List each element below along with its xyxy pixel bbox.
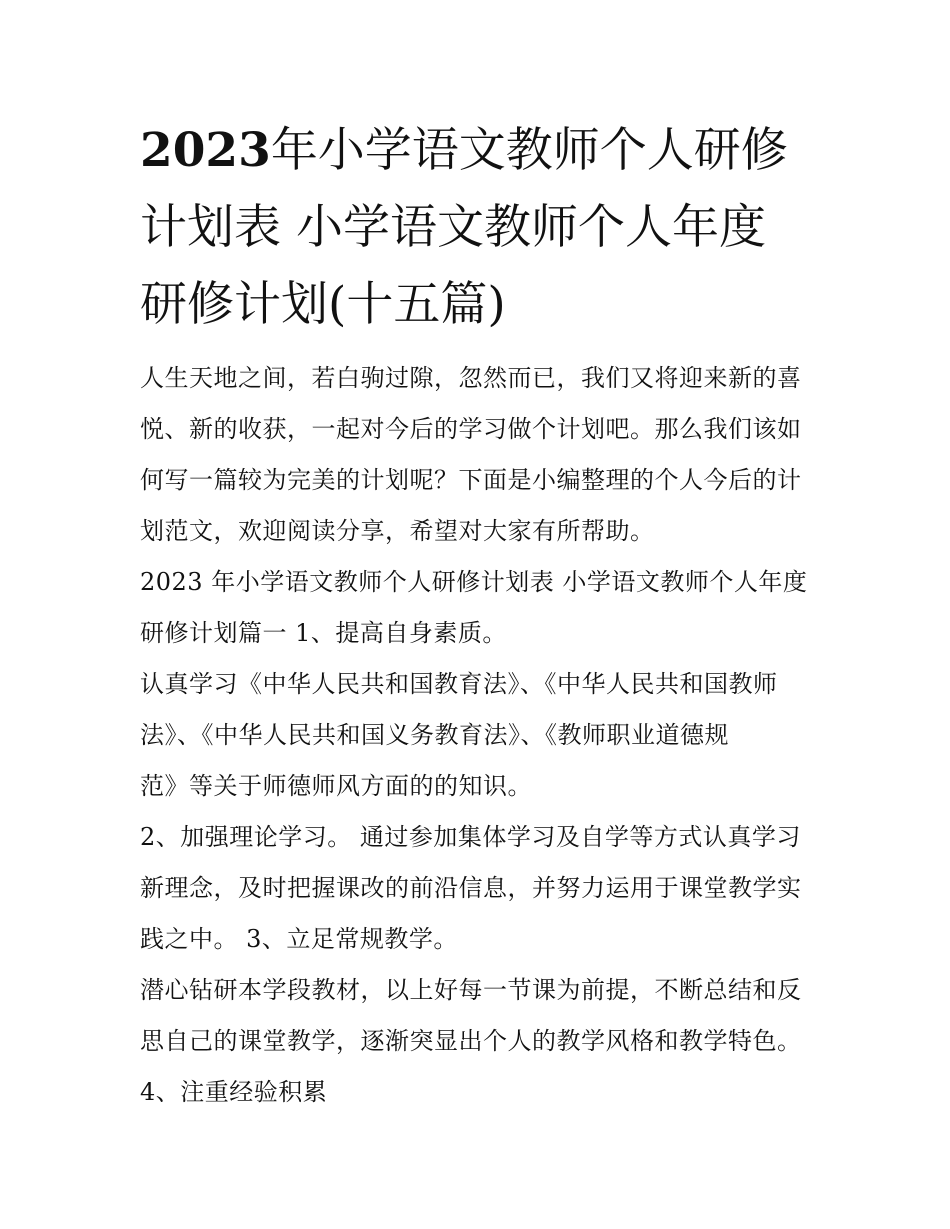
paragraph-line: 法》、《中华人民共和国义务教育法》、《教师职业道德规: [140, 721, 729, 749]
paragraph-section-heading: [140, 557, 820, 659]
paragraph-line: 新理念，及时把握课改的前沿信息，并努力运用于课堂教学实: [140, 874, 802, 902]
document-title: [140, 112, 820, 343]
paragraph-line: 研修计划篇一 1、提高自身素质。: [140, 619, 507, 647]
paragraph-line: 2023 年小学语文教师个人研修计划表 小学语文教师个人年度: [140, 568, 808, 596]
document-content: [140, 112, 820, 1118]
paragraph-textbook-study: [140, 965, 820, 1067]
title-year: 2023: [140, 123, 271, 178]
title-line-1-rest: 年小学语文教师个人研修: [270, 123, 788, 178]
paragraph-line: 人生天地之间，若白驹过隙，忽然而已，我们又将迎来新的喜: [140, 364, 802, 392]
paragraph-line: 践之中。 3、立足常规教学。: [140, 925, 458, 953]
paragraph-line: 思自己的课堂教学，逐渐突显出个人的教学风格和教学特色。: [140, 1027, 802, 1055]
paragraph-line: 潜心钻研本学段教材，以上好每一节课为前提，不断总结和反: [140, 976, 802, 1004]
paragraph-line: 4、注重经验积累: [140, 1078, 328, 1106]
title-line-2: 计划表 小学语文教师个人年度: [140, 200, 766, 255]
paragraph-line: 认真学习《中华人民共和国教育法》、《中华人民共和国教师: [140, 670, 778, 698]
paragraph-line: 悦、新的收获，一起对今后的学习做个计划吧。那么我们该如: [140, 415, 802, 443]
paragraph-experience: [140, 1067, 820, 1118]
title-line-1: [140, 112, 820, 189]
paragraph-line: 2、加强理论学习。 通过参加集体学习及自学等方式认真学习: [140, 823, 801, 851]
paragraph-theory-study: [140, 812, 820, 965]
paragraph-line: 何写一篇较为完美的计划呢？下面是小编整理的个人今后的计: [140, 466, 802, 494]
paragraph-intro: [140, 353, 820, 557]
paragraph-study-laws: [140, 659, 820, 812]
title-line-3: 研修计划(十五篇): [140, 277, 506, 332]
paragraph-line: 划范文，欢迎阅读分享，希望对大家有所帮助。: [140, 517, 655, 545]
paragraph-line: 范》等关于师德师风方面的的知识。: [140, 772, 532, 800]
